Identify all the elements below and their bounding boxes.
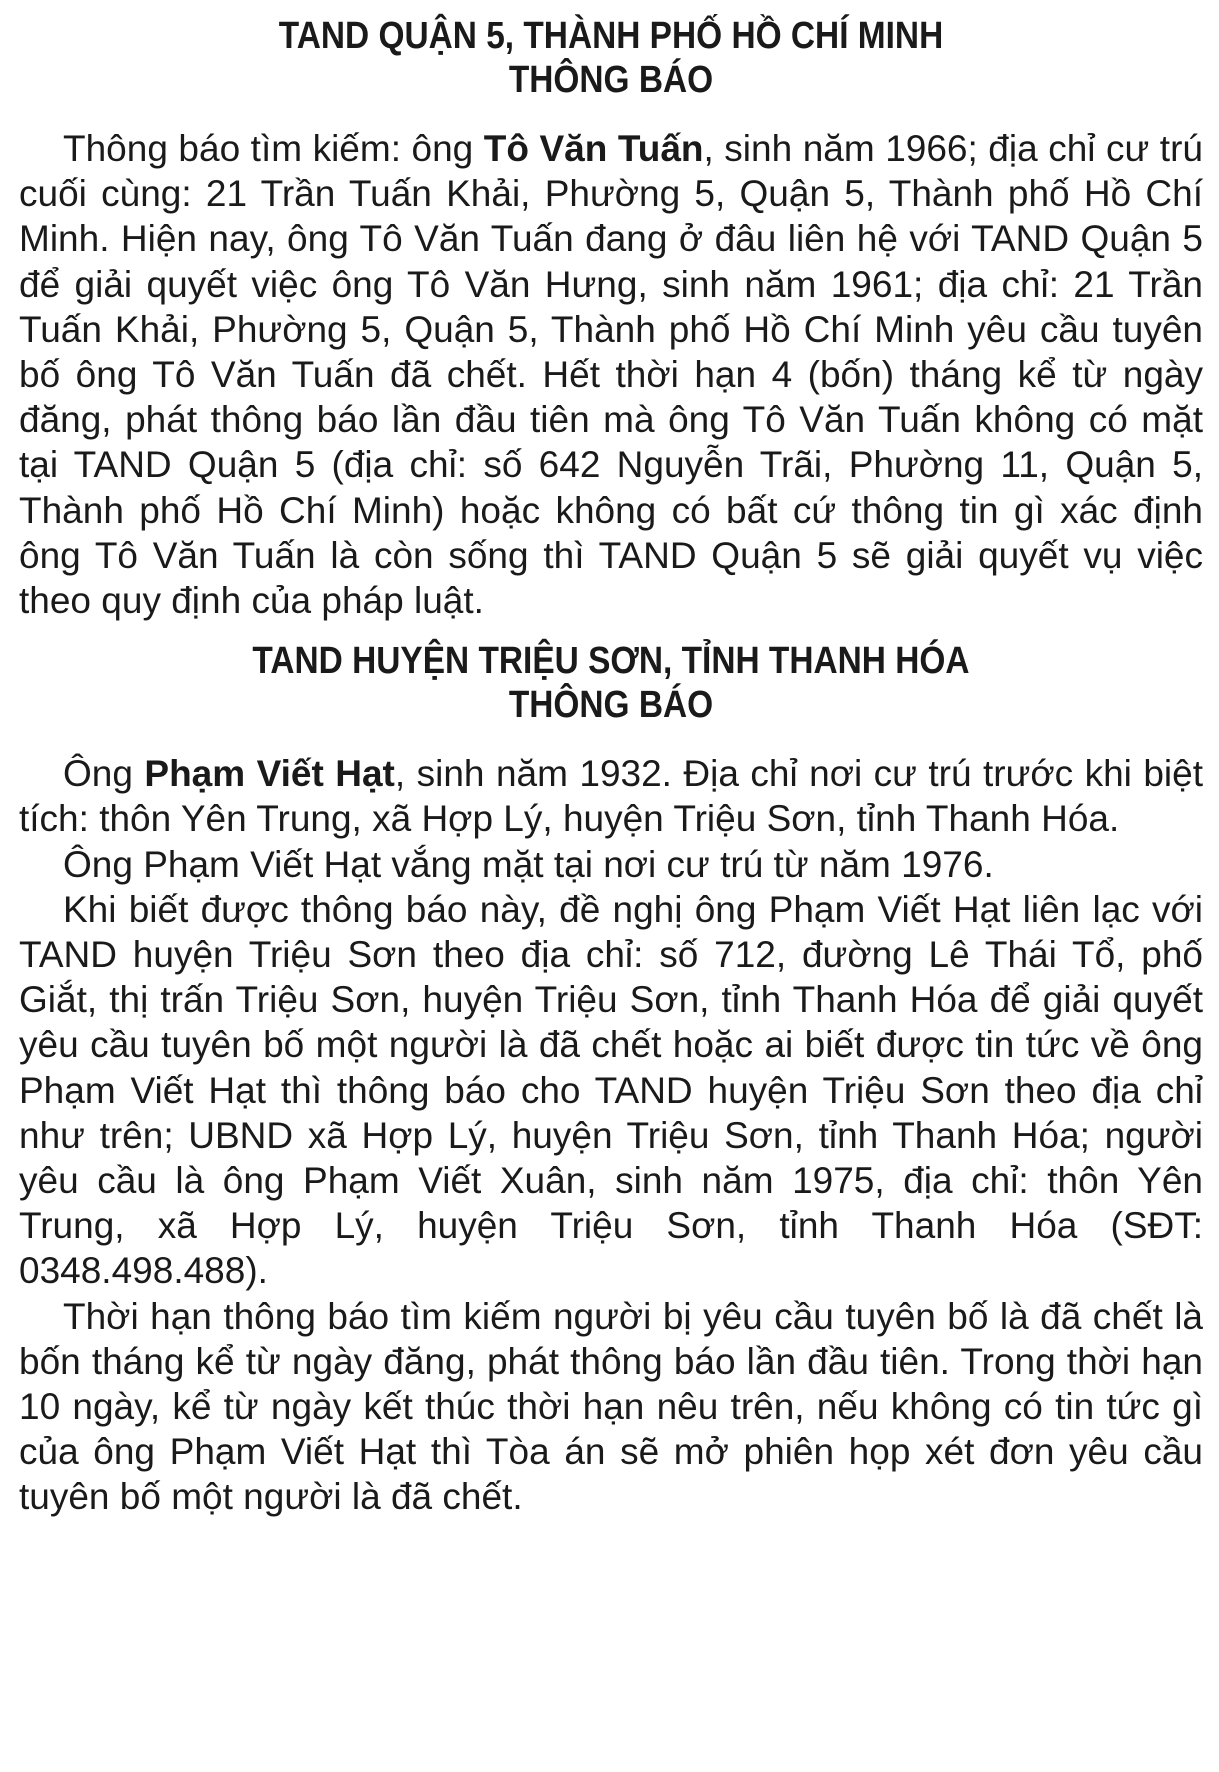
paragraph-text: , sinh năm 1932. Địa chỉ nơi cư trú trước khi biệt tích: thôn Yên Trung, xã Hợp Lý, huyện Triệu Sơn, tỉnh Thanh Hóa. (19, 753, 1204, 840)
notice-paragraph (19, 751, 1203, 841)
paragraph-text: Thông báo tìm kiếm: ông (63, 128, 484, 169)
notice-trieuson (19, 639, 1203, 1519)
paragraph-text: Khi biết được thông báo này, đề nghị ông Phạm Viết Hạt liên lạc với TAND huyện Triệu Sơn theo địa chỉ: số 712, đường Lê Thái Tổ, phố Giắt, thị trấn Triệu Sơn, huyện Triệu Sơn, tỉnh Thanh Hóa để giải quyết yêu cầu tuyên bố một người là đã chết hoặc ai biết được tin tức về ông Phạm Viết Hạt thì thông báo cho TAND huyện Triệu Sơn theo địa chỉ như trên; UBND xã Hợp Lý, huyện Triệu Sơn, tỉnh Thanh Hóa; người yêu cầu là ông Phạm Viết Xuân, sinh năm 1975, địa chỉ: thôn Yên Trung, xã Hợp Lý, huyện Triệu Sơn, tỉnh Thanh Hóa (SĐT: 0348.498.488). (19, 888, 1203, 1292)
paragraph-text: , sinh năm 1966; địa chỉ cư trú cuối cùng: 21 Trần Tuấn Khải, Phường 5, Quận 5, Thành phố Hồ Chí Minh. Hiện nay, ông Tô Văn Tuấn đang ở đâu liên hệ với TAND Quận 5 để giải quyết việc ông Tô Văn Hưng, sinh năm 1961; địa chỉ: 21 Trần Tuấn Khải, Phường 5, Quận 5, Thành phố Hồ Chí Minh yêu cầu tuyên bố ông Tô Văn Tuấn đã chết. Hết thời hạn 4 (bốn) tháng kể từ ngày đăng, phát thông báo lần đầu tiên mà ông Tô Văn Tuấn không có mặt tại TAND Quận 5 (địa chỉ: số 642 Nguyễn Trãi, Phường 11, Quận 5, Thành phố Hồ Chí Minh) hoặc không có bất cứ thông tin gì xác định ông Tô Văn Tuấn là còn sống thì TAND Quận 5 sẽ giải quyết vụ việc theo quy định của pháp luật. (19, 128, 1203, 622)
person-name: Tô Văn Tuấn (483, 128, 704, 169)
notice-paragraph (19, 1294, 1203, 1520)
notice-paragraph (19, 887, 1203, 1294)
notice-paragraph (19, 842, 1203, 887)
court-title: TAND QUẬN 5, THÀNH PHỐ HỒ CHÍ MINH (278, 15, 944, 57)
notice-paragraph (19, 126, 1203, 623)
notice-heading: THÔNG BÁO (508, 59, 714, 101)
notice-heading: THÔNG BÁO (508, 684, 714, 727)
paragraph-text: Ông Phạm Viết Hạt vắng mặt tại nơi cư trú từ năm 1976. (63, 843, 994, 885)
paragraph-text: Thời hạn thông báo tìm kiếm người bị yêu cầu tuyên bố là đã chết là bốn tháng kể từ ngày đăng, phát thông báo lần đầu tiên. Trong thời hạn 10 ngày, kể từ ngày kết thúc thời hạn nêu trên, nếu không có tin tức gì của ông Phạm Viết Hạt thì Tòa án sẽ mở phiên họp xét đơn yêu cầu tuyên bố một người là đã chết. (19, 1295, 1203, 1518)
notice-district5 (19, 14, 1203, 623)
paragraph-text: Ông (63, 753, 145, 795)
court-title: TAND HUYỆN TRIỆU SƠN, TỈNH THANH HÓA (252, 640, 970, 683)
person-name: Phạm Viết Hạt (144, 753, 395, 795)
